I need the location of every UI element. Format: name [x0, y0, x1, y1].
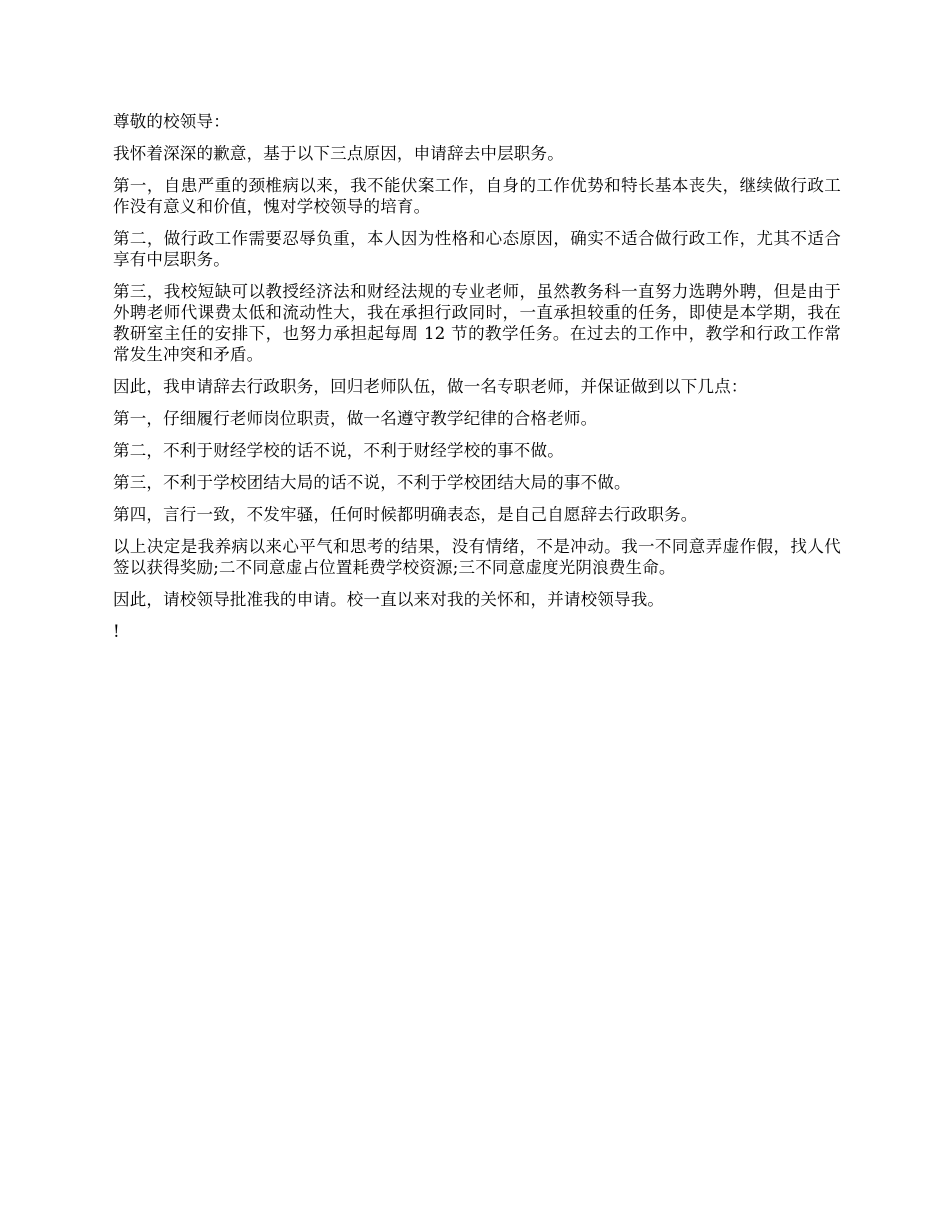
closing-mark: ! — [113, 622, 120, 641]
paragraph-reason-3: 第三，我校短缺可以教授经济法和财经法规的专业老师，虽然教务科一直努力选聘外聘，但是由于外聘老师代课费太低和流动性大，我在承担行政同时，一直承担较重的任务，即使是本学期，我在教研室主任的安排下，也努力承担起每周 12 节的教学任务。在过去的工作中，教学和行政工作常常发生冲突和矛盾。 — [113, 282, 841, 364]
document-body — [113, 111, 841, 653]
paragraph-request: 因此，我申请辞去行政职务，回归老师队伍，做一名专职老师，并保证做到以下几点： — [113, 377, 748, 396]
paragraph-conclusion: 以上决定是我养病以来心平气和思考的结果，没有情绪，不是冲动。我一不同意弄虚作假，找人代签以获得奖励;二不同意虚占位置耗费学校资源;三不同意虚度光阴浪费生命。 — [113, 537, 841, 577]
paragraph-reason-2: 第二，做行政工作需要忍辱负重，本人因为性格和心态原因，确实不适合做行政工作，尤其不适合享有中层职务。 — [113, 229, 841, 269]
paragraph-pledge-1: 第一，仔细履行老师岗位职责，做一名遵守教学纪律的合格老师。 — [113, 409, 598, 428]
paragraph-pledge-4: 第四，言行一致，不发牢骚，任何时候都明确表态，是自己自愿辞去行政职务。 — [113, 505, 698, 524]
paragraph-pledge-3: 第三，不利于学校团结大局的话不说，不利于学校团结大局的事不做。 — [113, 473, 631, 492]
paragraph-intro: 我怀着深深的歉意，基于以下三点原因，申请辞去中层职务。 — [113, 144, 564, 163]
paragraph-final-request: 因此，请校领导批准我的申请。校一直以来对我的关怀和，并请校领导我。 — [113, 590, 665, 609]
salutation: 尊敬的校领导： — [113, 112, 230, 131]
paragraph-pledge-2: 第二，不利于财经学校的话不说，不利于财经学校的事不做。 — [113, 441, 564, 460]
paragraph-reason-1: 第一，自患严重的颈椎病以来，我不能伏案工作，自身的工作优势和特长基本丧失，继续做行政工作没有意义和价值，愧对学校领导的培育。 — [113, 176, 841, 216]
